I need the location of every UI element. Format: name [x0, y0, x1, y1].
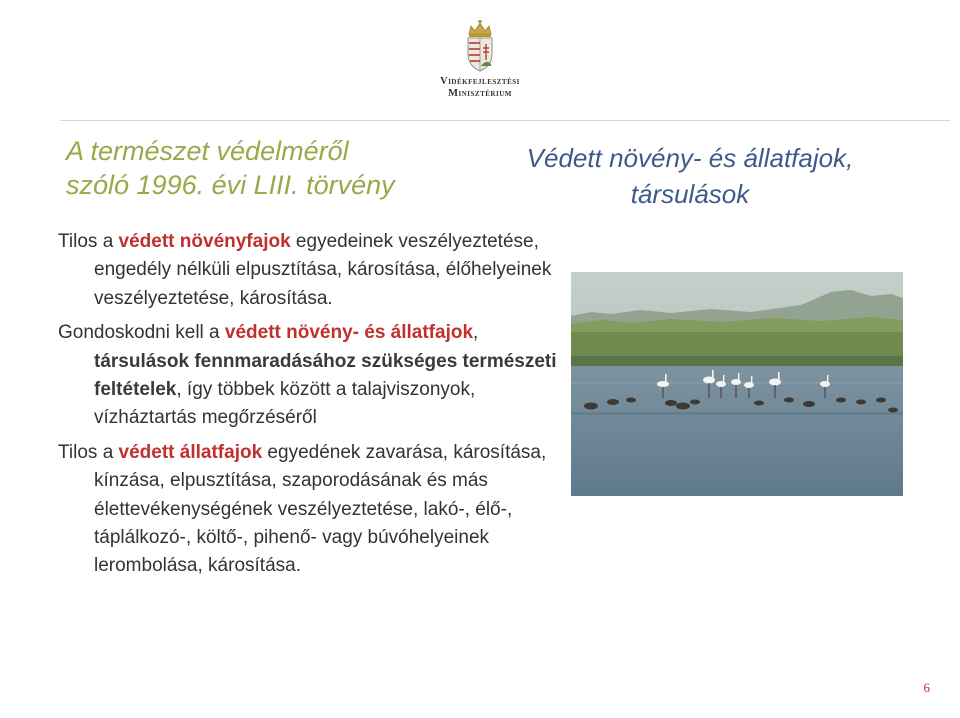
wetland-birds-photo [571, 272, 903, 496]
text-run: , [473, 322, 479, 344]
section-title [490, 140, 890, 212]
ministry-name [428, 76, 532, 100]
text-run: Gondoskodni kell a [58, 322, 225, 344]
paragraph-protected-animals [58, 439, 558, 581]
paragraph-protected-plants [58, 228, 558, 313]
wetland-birds-image [571, 272, 903, 496]
ministry-name-line-2: Minisztérium [448, 88, 512, 99]
text-run: egyedeinek veszélyeztetése, engedély nélküli elpusztítása, károsítása, élőhelyeinek veszélyeztetése, károsítása. [94, 231, 552, 309]
law-title-line-2: szóló 1996. évi LIII. törvény [66, 170, 395, 200]
ministry-logo [428, 20, 532, 100]
law-title [66, 134, 466, 202]
highlight-protected-plants: védett növényfajok [118, 231, 291, 252]
body-text [58, 228, 558, 581]
highlight-protected-animals: védett állatfajok [118, 441, 263, 463]
coat-of-arms-icon [462, 20, 498, 72]
law-title-line-1: A természet védelméről [66, 136, 349, 166]
text-run: Tilos a [58, 441, 119, 463]
header-divider [60, 120, 950, 121]
page-number: 6 [923, 680, 930, 695]
section-title-line-2: társulások [630, 179, 750, 209]
highlight-natural-conditions: társulások fennmaradásához szükséges természeti feltételek [94, 350, 557, 401]
text-run: Tilos a [58, 231, 119, 252]
paragraph-habitat-conditions [58, 319, 558, 433]
ministry-name-line-1: Vidékfejlesztési [440, 76, 520, 87]
text-run: egyedének zavarása, károsítása, kínzása, elpusztítása, szaporodásának és más élettevékenységének veszélyeztetése, lakó-, élő-, táplálkozó-, költő-, pihenő- vagy búvóhelyeinek lerombolása, károsítása. [94, 441, 547, 577]
highlight-protected-species: védett növény- és állatfajok [224, 322, 474, 344]
text-run: , így többek között a talajviszonyok, vízháztartás megőrzéséről [94, 379, 476, 429]
section-title-line-1: Védett növény- és állatfajok, [526, 143, 854, 173]
